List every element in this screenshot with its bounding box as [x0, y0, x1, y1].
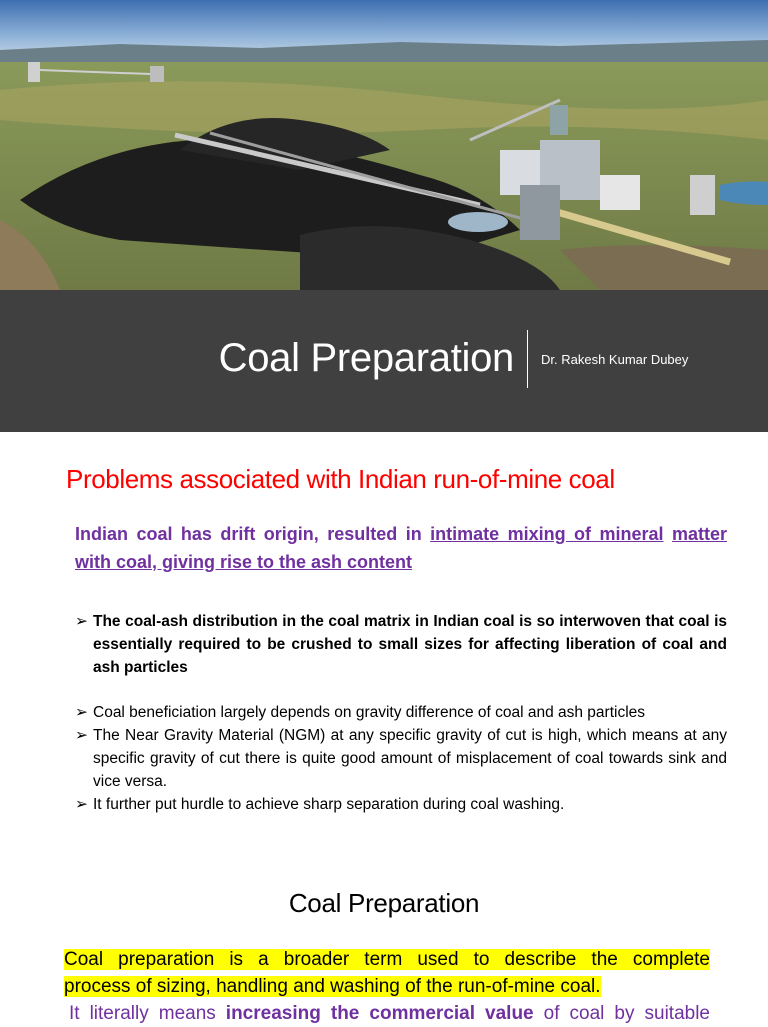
- intro-underlined-1: intimate mixing of mineral: [430, 524, 664, 544]
- coal-plant-photo: [0, 0, 768, 290]
- definition-paragraph: [64, 946, 710, 1000]
- intro-underlined-2: matter with coal, giving rise to the ash content: [75, 524, 727, 572]
- meaning-text-c: of coal by suitable: [533, 1003, 710, 1024]
- bullet-text: Coal beneficiation largely depends on gravity difference of coal and ash particles: [93, 704, 646, 721]
- list-item: [75, 793, 727, 816]
- title-slide: [0, 0, 768, 432]
- bullet-text: The coal-ash distribution in the coal matrix in Indian coal is so interwoven that coal is essentially required to be crushed to small sizes for affecting liberation of coal and ash particles: [93, 613, 727, 676]
- meaning-text-a: It literally means: [69, 1003, 226, 1024]
- problems-heading: Problems associated with Indian run-of-mine coal: [66, 464, 615, 494]
- coal-preparation-title: Coal Preparation: [288, 888, 480, 918]
- meaning-paragraph: [69, 1000, 710, 1027]
- list-item: [75, 610, 727, 679]
- arrow-bullet-icon: ➢: [75, 727, 88, 744]
- bullet-text: The Near Gravity Material (NGM) at any specific gravity of cut is high, which means at any specific gravity of cut there is quite good amount of misplacement of coal towards sink and vice versa.: [93, 727, 727, 790]
- title-divider: [527, 330, 528, 388]
- intro-paragraph: [75, 520, 727, 576]
- author-name: Dr. Rakesh Kumar Dubey: [541, 352, 689, 367]
- bullet-text: It further put hurdle to achieve sharp separation during coal washing.: [93, 796, 565, 813]
- meaning-text-bold: increasing the commercial value: [225, 1003, 534, 1024]
- definition-line-1: Coal preparation is a broader term used to describe the complete: [64, 949, 710, 970]
- slide-title: Coal Preparation: [218, 336, 514, 380]
- arrow-bullet-icon: ➢: [75, 704, 88, 721]
- intro-text: Indian coal has drift origin, resulted in: [75, 524, 431, 544]
- problem-bullet-list: [75, 610, 727, 816]
- list-item: [75, 701, 727, 724]
- arrow-bullet-icon: ➢: [75, 796, 88, 813]
- definition-line-2: process of sizing, handling and washing of the run-of-mine coal.: [64, 976, 601, 997]
- arrow-bullet-icon: ➢: [75, 613, 88, 630]
- list-item: [75, 724, 727, 793]
